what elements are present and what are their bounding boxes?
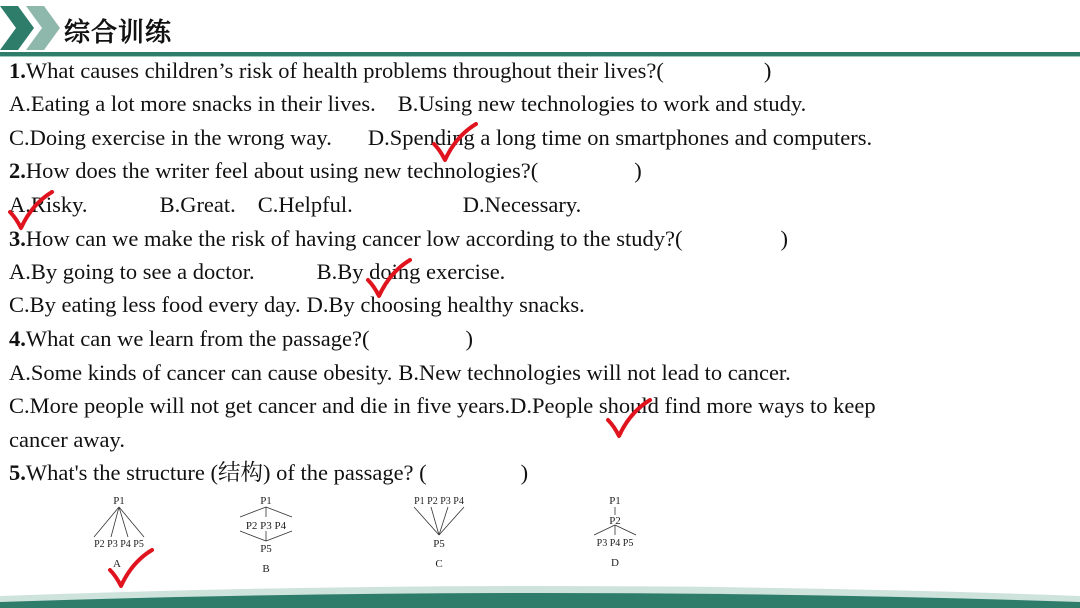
- question-1: [9, 56, 771, 86]
- option-d: D.Necessary.: [462, 192, 582, 217]
- option-c: C.More people will not get cancer and die in five years.: [9, 393, 511, 418]
- diagram-c-bottom: P5: [433, 538, 445, 550]
- checkmark-icon: [6, 190, 54, 232]
- diagram-b-middle: P2 P3 P4: [245, 520, 287, 532]
- question-4: [9, 324, 473, 354]
- question-close: ): [520, 460, 529, 485]
- q3-options-cd: [9, 290, 585, 320]
- footer-wave: [0, 582, 1080, 608]
- q4-options-ab: [9, 358, 791, 388]
- question-close: ): [634, 158, 642, 183]
- question-text: What can we learn from the passage?(: [25, 326, 370, 351]
- diagram-c-label: C: [435, 558, 443, 570]
- option-b: B.By doing exercise.: [316, 259, 506, 284]
- option-c: C.By eating less food every day.: [9, 292, 301, 317]
- option-b: B.Using new technologies to work and study.: [397, 91, 807, 116]
- page-title: 综合训练: [64, 18, 173, 48]
- question-number: 5.: [9, 460, 26, 485]
- option-a: A.Some kinds of cancer can cause obesity.: [9, 360, 393, 385]
- diagram-c: [404, 493, 474, 575]
- question-text: How can we make the risk of having cancer low according to the study?(: [25, 226, 683, 251]
- structure-diagrams: [0, 493, 1080, 583]
- question-close: ): [465, 326, 473, 351]
- diagram-b-label: B: [262, 563, 270, 575]
- question-close: ): [763, 58, 772, 83]
- checkmark-icon: [604, 398, 652, 440]
- diagram-d-label: D: [611, 557, 619, 569]
- question-3: [9, 224, 788, 254]
- diagram-d-second: P2: [609, 515, 621, 527]
- q2-options: [9, 190, 581, 220]
- diagram-b-top: P1: [260, 495, 272, 507]
- option-a: A.Eating a lot more snacks in their lives.: [9, 91, 376, 116]
- question-number: 1.: [9, 58, 26, 83]
- diagram-c-top: P1 P2 P3 P4: [414, 496, 464, 507]
- question-text: What causes children’s risk of health problems throughout their lives?(: [25, 58, 664, 83]
- question-number: 4.: [9, 326, 26, 351]
- diagram-a-bottom: P2 P3 P4 P5: [94, 539, 144, 550]
- q1-options-ab: [9, 89, 806, 119]
- diagram-d-top: P1: [609, 495, 621, 507]
- option-c: C.Helpful.: [257, 192, 353, 217]
- option-d: D.Spending a long time on smartphones and computers.: [367, 125, 873, 150]
- checkmark-icon: [364, 258, 412, 300]
- checkmark-icon: [430, 122, 478, 164]
- question-number: 2.: [9, 158, 26, 183]
- option-b: B.New technologies will not lead to cancer.: [398, 360, 791, 385]
- question-2: [9, 156, 642, 186]
- question-text: How does the writer feel about using new technologies?(: [25, 158, 539, 183]
- q4-options-cd: [9, 391, 876, 421]
- diagram-d-bottom: P3 P4 P5: [596, 538, 634, 549]
- option-c: C.Doing exercise in the wrong way.: [9, 125, 332, 150]
- option-a: A.Risky.: [9, 192, 88, 217]
- diagram-b: [228, 493, 304, 575]
- option-d: D.By choosing healthy snacks.: [306, 292, 585, 317]
- chevron-right-icon: [26, 6, 60, 50]
- diagram-a-top: P1: [113, 495, 125, 507]
- q4-option-d-cont: [9, 425, 125, 455]
- question-text: What's the structure (结构) of the passage? (: [25, 460, 427, 485]
- question-5: [9, 458, 528, 488]
- diagram-b-bottom: P5: [260, 543, 272, 555]
- question-close: ): [780, 226, 789, 251]
- q3-options-ab: [9, 257, 505, 287]
- question-number: 3.: [9, 226, 26, 251]
- header: [0, 0, 1080, 54]
- option-d-continued: cancer away.: [9, 427, 125, 452]
- option-a: A.By going to see a doctor.: [9, 259, 255, 284]
- diagram-d: [584, 493, 646, 575]
- diagram-a-label: A: [113, 558, 121, 570]
- option-d: D.People should find more ways to keep: [510, 393, 876, 418]
- option-b: B.Great.: [159, 192, 236, 217]
